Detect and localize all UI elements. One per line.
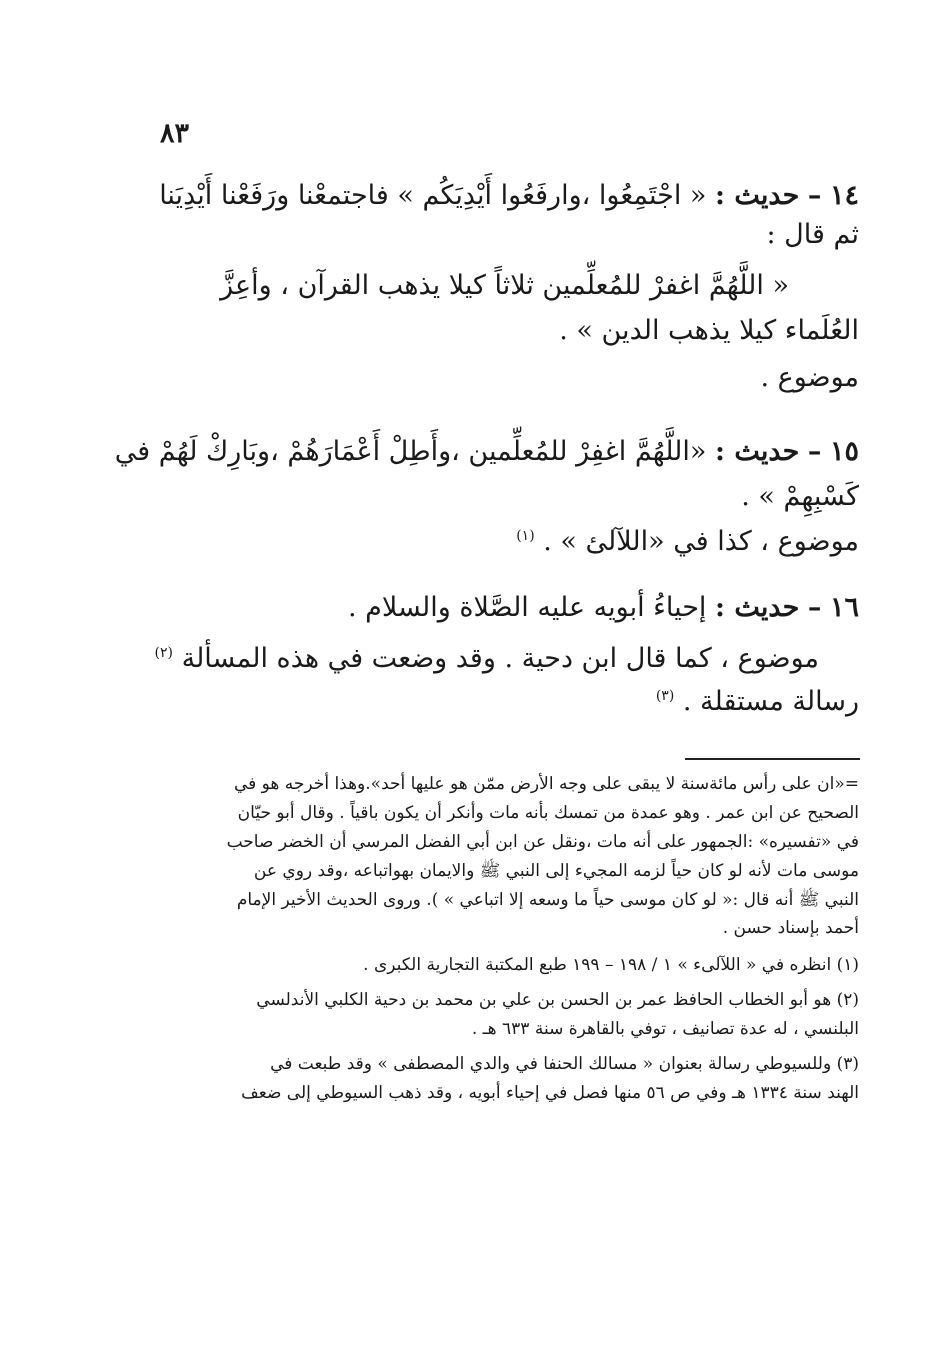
hadith-text-line: « اللَّهُمَّ اغفرْ للمُعلِّمين ثلاثاً كيلا يذهب القرآن ، وأعِزَّ — [220, 270, 789, 302]
footnote-line: الصحيح عن ابن عمر . وهو عمدة من تمسك بأنه مات وأنكر أن يكون باقياً . وقال أبو حيّان — [237, 802, 859, 823]
footnote-line: انظره في « اللآلىء » ١ / ١٩٨ – ١٩٩ طبع المكتبة التجارية الكبرى . — [363, 955, 832, 976]
entry-number: ١٦ — [829, 592, 859, 623]
hadith-grading: موضوع ، كذا في «اللآلئ » . $^{(١)}$ — [516, 526, 859, 558]
hadith-entry-15 — [114, 434, 859, 559]
entry-keyword: حديث : — [715, 180, 800, 211]
footnote-line: وللسيوطي رسالة بعنوان « مسالك الحنفا في والدي المصطفى » وقد طبعت في — [270, 1054, 832, 1075]
hadith-text-line: رسالة مستقلة . $^{(٣)}$ — [655, 686, 859, 718]
hadith-text-line: إحياءُ أبويه عليه الصَّلاة والسلام . — [347, 592, 707, 623]
footnote-line: البلنسي ، له عدة تصانيف ، توفي بالقاهرة سنة ٦٣٣ هـ . — [471, 1019, 859, 1040]
footnote-line: أحمد بإسناد حسن . — [722, 918, 859, 939]
footnote-line: في «تفسيره» :الجمهور على أنه مات ،ونقل عن ابن أبي الفضل المرسي أن الخضر صاحب — [226, 831, 859, 852]
entry-number: ١٥ — [829, 436, 859, 467]
hadith-15-first-line — [114, 434, 859, 469]
footnote-line: موسى مات لأنه لو كان حياً لزمه المجيء إلى النبي ﷺ والايمان بهواتباعه ،وقد روي عن — [253, 860, 859, 881]
footnote-ref: (٣) — [655, 688, 675, 705]
entry-dash: – — [807, 436, 822, 467]
hadith-text-line: « اجْتَمِعُوا ،وارفَعُوا أَيْدِيَكُم » فاجتمعْنا ورَفَعْنا أَيْدِيَنا — [159, 180, 707, 211]
hadith-grading: موضوع ، كما قال ابن دحية . وقد وضعت في هذه المسألة $^{(٢)}$ — [154, 643, 819, 675]
footnote-line: النبي ﷺ أنه قال :« لو كان موسى حياً ما وسعه إلا اتباعي » ). وروى الحديث الأخير الإمام — [236, 889, 859, 910]
continued-footnote — [189, 770, 859, 943]
footnote-separator — [685, 758, 860, 760]
footnote-ref: (٢) — [154, 645, 174, 662]
hadith-text-line: ثم قال : — [766, 219, 859, 251]
hadith-text-line: كَسْبِهِمْ » . — [741, 481, 859, 513]
hadith-14-first-line — [159, 178, 859, 213]
hadith-16-first-line — [189, 590, 859, 625]
entry-keyword: حديث : — [715, 436, 800, 467]
entry-dash: – — [807, 180, 822, 211]
footnote-3 — [189, 1050, 859, 1108]
footnote-mark: (٣) — [836, 1054, 859, 1075]
hadith-entry-14 — [159, 178, 859, 395]
footnote-2 — [189, 986, 859, 1044]
hadith-grading: موضوع . — [760, 362, 859, 394]
hadith-text-line: العُلَماء كيلا يذهب الدين » . — [559, 315, 859, 347]
footnote-ref: (١) — [516, 528, 535, 545]
footnote-line: هو أبو الخطاب الحافظ عمر بن الحسن بن علي بن محمد بن دحية الكلبي الأندلسي — [256, 990, 832, 1011]
hadith-entry-16 — [154, 590, 859, 719]
hadith-text-line: «اللَّهُمَّ اغفِرْ للمُعلِّمين ،وأَطِلْ أَعْمَارَهُمْ ،وبَارِكْ لَهُمْ في — [114, 436, 707, 467]
footnote-line: =«ان على رأس مائةسنة لا يبقى على وجه الأرض ممّن هو عليها أحد».وهذا أخرجه هو في — [233, 774, 859, 794]
entry-dash: – — [807, 592, 822, 623]
footnotes-section — [189, 770, 859, 1114]
entry-number: ١٤ — [829, 180, 859, 211]
entry-keyword: حديث : — [715, 592, 800, 623]
footnote-line: الهند سنة ١٣٣٤ هـ وفي ص ٥٦ منها فصل في إحياء أبويه ، وقد ذهب السيوطي إلى ضعف — [241, 1082, 859, 1103]
footnote-mark: (١) — [836, 955, 859, 976]
page-number: ٨٣ — [160, 118, 190, 149]
footnote-mark: (٢) — [836, 990, 859, 1011]
footnote-1 — [189, 951, 859, 980]
